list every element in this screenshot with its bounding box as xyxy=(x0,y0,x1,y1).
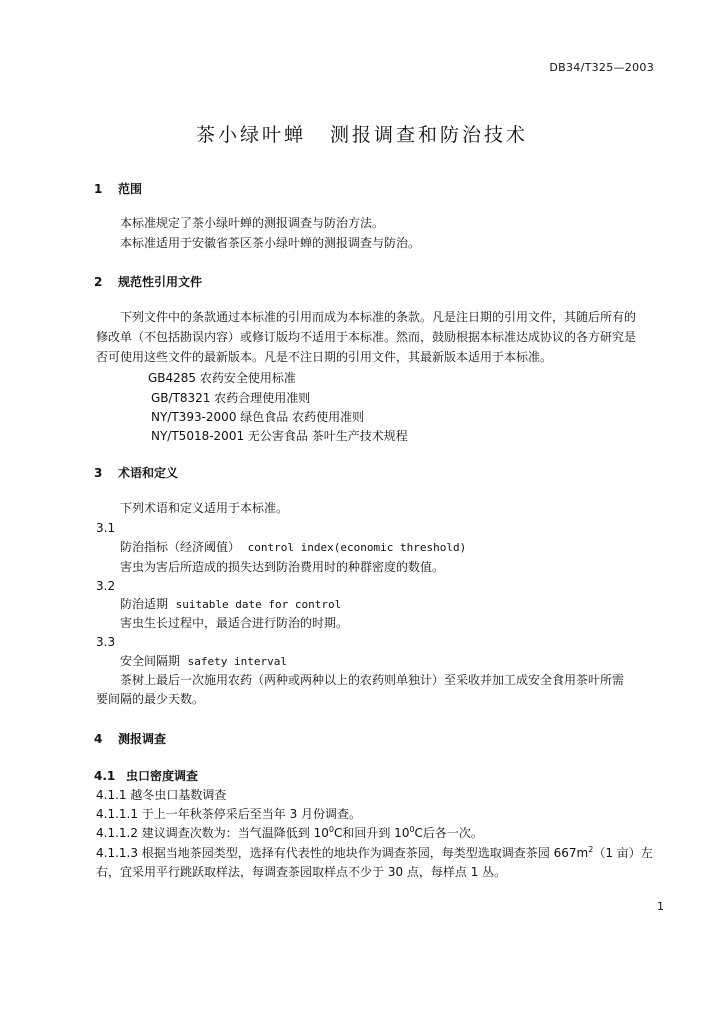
clause-text: C后各一次。 xyxy=(414,826,483,840)
paragraph-line: 本标准适用于安徽省茶区茶小绿叶蝉的测报调查与防治。 xyxy=(120,236,421,250)
term-chinese: 安全间隔期 xyxy=(120,654,181,668)
term-name xyxy=(120,537,466,558)
reference-item: NY/T5018-2001 无公害食品 茶叶生产技术规程 xyxy=(151,429,408,443)
reference-item: GB4285 农药安全使用标准 xyxy=(148,371,296,385)
clause-text: 4.1.1.2 建议调查次数为：当气温降低到 10 xyxy=(96,826,329,840)
page-title xyxy=(0,120,724,147)
term-number: 3.2 xyxy=(96,579,116,593)
paragraph-line: 否可使用这些文件的最新版本。凡是不注日期的引用文件，其最新版本适用于本标准。 xyxy=(96,350,553,364)
section-title: 范围 xyxy=(118,182,143,196)
term-definition: 害虫生长过程中，最适合进行防治的时期。 xyxy=(120,616,349,630)
section-number: 3 xyxy=(94,466,103,480)
standard-code: DB34/T325—2003 xyxy=(549,61,654,74)
subsection-heading xyxy=(94,767,198,784)
section-title: 术语和定义 xyxy=(118,466,179,480)
section-4-heading xyxy=(94,730,166,747)
term-chinese: 防治适期 xyxy=(120,597,169,611)
section-1-heading xyxy=(94,180,142,197)
paragraph-line: 本标准规定了茶小绿叶蝉的测报调查与防治方法。 xyxy=(120,216,385,230)
reference-item: NY/T393-2000 绿色食品 农药使用准则 xyxy=(151,410,365,424)
paragraph-line: 下列术语和定义适用于本标准。 xyxy=(120,501,289,515)
clause-line: 4.1.1.1 于上一年秋茶停采后至当年 3 月份调查。 xyxy=(96,807,362,821)
area-superscript: 2 xyxy=(588,845,594,854)
section-title: 测报调查 xyxy=(118,732,167,746)
page-number: 1 xyxy=(657,900,664,913)
clause-line: 右，宜采用平行跳跃取样法，每调查茶园取样点不少于 30 点，每样点 1 丛。 xyxy=(96,865,507,879)
term-name xyxy=(120,651,287,672)
term-english: control index(economic threshold) xyxy=(247,541,467,554)
term-name xyxy=(120,594,341,615)
degree-superscript: 0 xyxy=(328,825,334,834)
section-number: 1 xyxy=(94,182,103,196)
term-english: safety interval xyxy=(187,655,287,668)
clause-line: 4.1.1 越冬虫口基数调查 xyxy=(96,788,227,802)
reference-item: GB/T8321 农药合理使用准则 xyxy=(151,391,311,405)
paragraph-line: 修改单（不包括勘误内容）或修订版均不适用于本标准。然而，鼓励根据本标准达成协议的各方研究是 xyxy=(96,330,637,344)
section-title: 规范性引用文件 xyxy=(118,275,203,289)
section-number: 4 xyxy=(94,732,103,746)
title-pest-name: 茶小绿叶蝉 xyxy=(195,124,306,146)
term-number: 3.3 xyxy=(96,635,116,649)
term-chinese: 防治指标（经济阈值） xyxy=(120,540,241,554)
title-subject: 测报调查和防治技术 xyxy=(330,124,529,146)
section-2-heading xyxy=(94,273,202,290)
section-number: 2 xyxy=(94,275,103,289)
degree-superscript: 0 xyxy=(409,825,415,834)
clause-text: 4.1.1.3 根据当地茶园类型，选择有代表性的地块作为调查茶园，每类型选取调查茶园 667m xyxy=(96,846,589,860)
term-number: 3.1 xyxy=(96,521,116,535)
clause-text: C和回升到 10 xyxy=(333,826,410,840)
clause-text: （1 亩）左 xyxy=(593,846,653,860)
section-3-heading xyxy=(94,464,178,481)
clause-line xyxy=(96,843,653,863)
term-definition: 要间隔的最少天数。 xyxy=(96,692,205,706)
subsection-number: 4.1 xyxy=(94,769,116,783)
subsection-title: 虫口密度调查 xyxy=(126,769,199,783)
paragraph-line: 下列文件中的条款通过本标准的引用而成为本标准的条款。凡是注日期的引用文件，其随后所有的 xyxy=(120,310,637,324)
term-definition: 害虫为害后所造成的损失达到防治费用时的种群密度的数值。 xyxy=(120,560,445,574)
clause-line xyxy=(96,823,483,843)
term-english: suitable date for control xyxy=(175,598,342,611)
term-definition: 茶树上最后一次施用农药（两种或两种以上的农药则单独计）至采收并加工成安全食用茶叶所需 xyxy=(120,673,625,687)
